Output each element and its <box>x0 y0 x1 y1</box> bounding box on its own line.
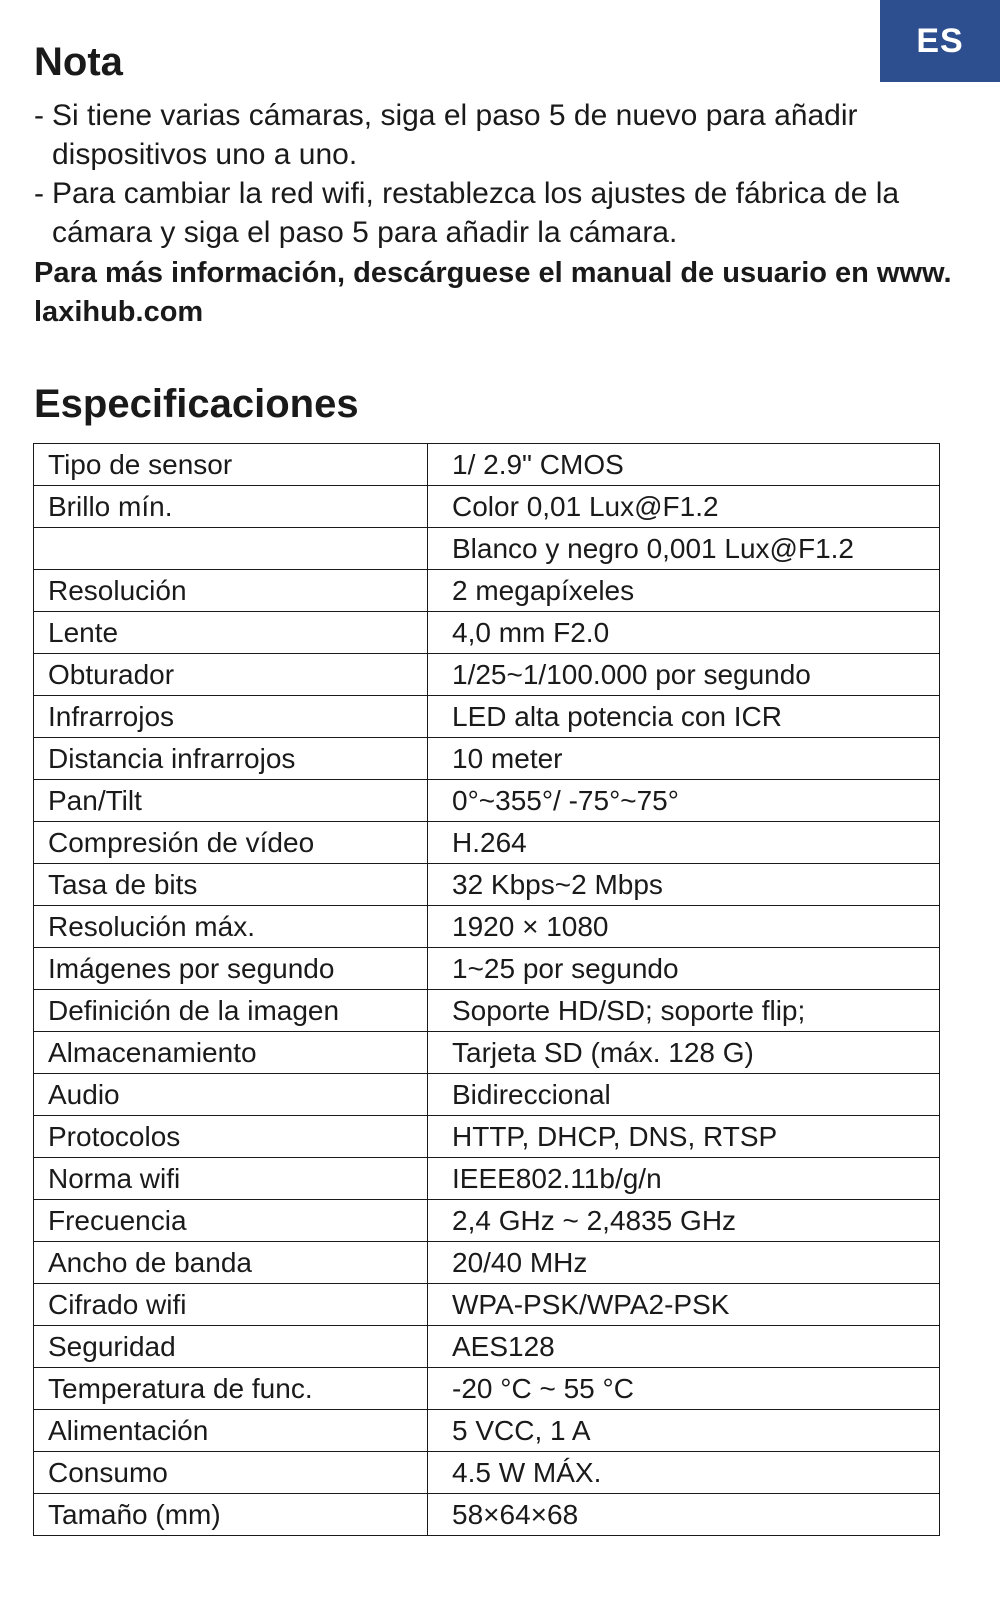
spec-value: Blanco y negro 0,001 Lux@F1.2 <box>428 528 940 570</box>
spec-row <box>34 948 940 990</box>
spec-row <box>34 1284 940 1326</box>
spec-label: Brillo mín. <box>34 486 428 528</box>
spec-value: 1/ 2.9" CMOS <box>428 444 940 486</box>
spec-label: Definición de la imagen <box>34 990 428 1032</box>
spec-value: 4,0 mm F2.0 <box>428 612 940 654</box>
specifications-table-body <box>34 444 940 1536</box>
spec-row <box>34 1200 940 1242</box>
spec-value: 1~25 por segundo <box>428 948 940 990</box>
spec-value: 4.5 W MÁX. <box>428 1452 940 1494</box>
spec-value: Bidireccional <box>428 1074 940 1116</box>
spec-label: Temperatura de func. <box>34 1368 428 1410</box>
spec-label: Obturador <box>34 654 428 696</box>
spec-label: Tamaño (mm) <box>34 1494 428 1536</box>
spec-row <box>34 1158 940 1200</box>
spec-label: Pan/Tilt <box>34 780 428 822</box>
spec-value: -20 °C ~ 55 °C <box>428 1368 940 1410</box>
spec-row <box>34 990 940 1032</box>
spec-label: Protocolos <box>34 1116 428 1158</box>
specifications-table <box>33 443 940 1536</box>
spec-label: Resolución máx. <box>34 906 428 948</box>
spec-row <box>34 1032 940 1074</box>
spec-label: Seguridad <box>34 1326 428 1368</box>
note-item-text: Para cambiar la red wifi, restablezca los ajustes de fábrica de la cámara y siga el paso 5 para añadir la cámara. <box>52 177 900 249</box>
spec-value: 10 meter <box>428 738 940 780</box>
spec-label: Imágenes por segundo <box>34 948 428 990</box>
spec-value: 5 VCC, 1 A <box>428 1410 940 1452</box>
spec-value: AES128 <box>428 1326 940 1368</box>
spec-value: Tarjeta SD (máx. 128 G) <box>428 1032 940 1074</box>
spec-row <box>34 612 940 654</box>
note-item-text: Si tiene varias cámaras, siga el paso 5 de nuevo para añadir dispositivos uno a uno. <box>52 99 858 171</box>
spec-label: Norma wifi <box>34 1158 428 1200</box>
spec-label: Tasa de bits <box>34 864 428 906</box>
spec-row <box>34 822 940 864</box>
spec-row <box>34 738 940 780</box>
spec-row <box>34 1410 940 1452</box>
spec-label: Audio <box>34 1074 428 1116</box>
note-item-dash: - <box>34 99 44 132</box>
spec-label: Resolución <box>34 570 428 612</box>
spec-value: 0°~355°/ -75°~75° <box>428 780 940 822</box>
more-info-text: Para más información, descárguese el manual de usuario en www. laxihub.com <box>34 257 952 328</box>
spec-row <box>34 906 940 948</box>
spec-row <box>34 1494 940 1536</box>
spec-row <box>34 780 940 822</box>
spec-row <box>34 1452 940 1494</box>
spec-row <box>34 1074 940 1116</box>
spec-row <box>34 444 940 486</box>
spec-value: IEEE802.11b/g/n <box>428 1158 940 1200</box>
spec-label: Infrarrojos <box>34 696 428 738</box>
spec-label: Consumo <box>34 1452 428 1494</box>
spec-value: Soporte HD/SD; soporte flip; <box>428 990 940 1032</box>
language-badge: ES <box>880 0 1000 82</box>
spec-value: HTTP, DHCP, DNS, RTSP <box>428 1116 940 1158</box>
spec-label: Almacenamiento <box>34 1032 428 1074</box>
spec-row <box>34 528 940 570</box>
note-item-dash: - <box>34 177 44 210</box>
spec-value: WPA-PSK/WPA2-PSK <box>428 1284 940 1326</box>
spec-label: Compresión de vídeo <box>34 822 428 864</box>
spec-value: 20/40 MHz <box>428 1242 940 1284</box>
spec-value: 2 megapíxeles <box>428 570 940 612</box>
spec-label: Cifrado wifi <box>34 1284 428 1326</box>
spec-value: 1920 × 1080 <box>428 906 940 948</box>
note-list <box>34 96 964 252</box>
spec-value: Color 0,01 Lux@F1.2 <box>428 486 940 528</box>
spec-row <box>34 1368 940 1410</box>
note-item <box>34 174 964 252</box>
spec-row <box>34 570 940 612</box>
spec-row <box>34 1116 940 1158</box>
spec-row <box>34 1242 940 1284</box>
spec-row <box>34 864 940 906</box>
note-item <box>34 96 964 174</box>
spec-value: 32 Kbps~2 Mbps <box>428 864 940 906</box>
spec-value: 58×64×68 <box>428 1494 940 1536</box>
spec-label: Alimentación <box>34 1410 428 1452</box>
spec-row <box>34 1326 940 1368</box>
spec-label: Tipo de sensor <box>34 444 428 486</box>
spec-value: 2,4 GHz ~ 2,4835 GHz <box>428 1200 940 1242</box>
spec-label: Ancho de banda <box>34 1242 428 1284</box>
spec-label: Distancia infrarrojos <box>34 738 428 780</box>
note-title: Nota <box>34 40 123 84</box>
spec-label: Frecuencia <box>34 1200 428 1242</box>
spec-value: H.264 <box>428 822 940 864</box>
spec-label <box>34 528 428 570</box>
spec-row <box>34 654 940 696</box>
spec-label: Lente <box>34 612 428 654</box>
spec-value: 1/25~1/100.000 por segundo <box>428 654 940 696</box>
spec-value: LED alta potencia con ICR <box>428 696 940 738</box>
spec-row <box>34 486 940 528</box>
specifications-title: Especificaciones <box>34 382 359 426</box>
spec-row <box>34 696 940 738</box>
